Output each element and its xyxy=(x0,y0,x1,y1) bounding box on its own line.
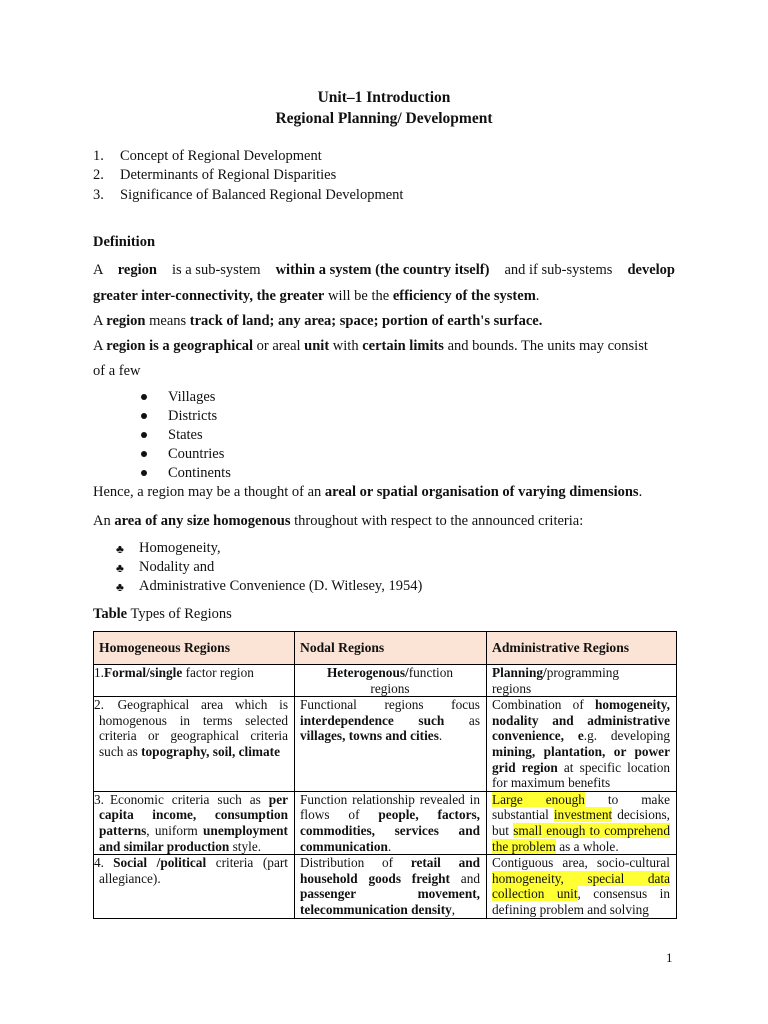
text-run: certain limits xyxy=(362,338,444,354)
text-run: as xyxy=(444,712,480,728)
table-cell: 4. Social /political criteria (part allegiance). xyxy=(94,855,295,918)
text-run: function xyxy=(408,665,454,680)
text-run: means xyxy=(145,313,190,329)
text-run: Formal/single xyxy=(103,665,183,680)
text-run: criteria (part allegiance). xyxy=(99,855,288,886)
text-run: region xyxy=(117,262,157,278)
text-run: homogeneity, nodality and administrative convenience, e xyxy=(492,697,670,744)
cell-line: regions xyxy=(492,680,532,696)
bullet-icon xyxy=(141,413,147,419)
table-row xyxy=(94,697,677,792)
text-run: , xyxy=(451,901,456,917)
list-item: Nodality and xyxy=(139,559,215,575)
text-run: . xyxy=(638,484,643,500)
topic-item: Determinants of Regional Disparities xyxy=(120,167,337,183)
paragraph-geographical-unit xyxy=(93,338,648,355)
text-run: factor region xyxy=(182,665,254,680)
bullet-icon xyxy=(141,470,147,476)
list-item: Villages xyxy=(168,389,216,405)
list-item: Continents xyxy=(168,465,231,481)
table-cell xyxy=(487,855,677,918)
text-run: interdependence such xyxy=(300,712,445,728)
topic-item: Significance of Balanced Regional Development xyxy=(120,187,404,203)
text-run: will be the xyxy=(324,288,393,304)
text-run: Function relationship revealed in flows of xyxy=(300,791,480,823)
table-row xyxy=(94,855,677,918)
text-run: within a system (the country itself) xyxy=(275,262,490,278)
paragraph-spatial-organisation xyxy=(93,484,642,501)
text-run: unit xyxy=(304,338,330,354)
topic-item: Concept of Regional Development xyxy=(120,148,322,164)
table-row xyxy=(94,791,677,854)
club-bullet-icon: ♣ xyxy=(116,580,124,594)
text-run: Geographical area which is homogenous in terms selected criteria or geographical criteria such as xyxy=(99,697,289,759)
cell-line xyxy=(492,665,670,681)
text-run: An xyxy=(93,513,115,529)
list-item: Homogeneity, xyxy=(139,540,221,556)
bullet-icon xyxy=(141,394,147,400)
paragraph-region-definition xyxy=(93,262,675,279)
text-run: . xyxy=(535,288,540,304)
topic-number: 3. xyxy=(93,187,104,203)
text-run: .g. developing xyxy=(583,728,670,744)
table-cell xyxy=(487,697,677,792)
list-item: Administrative Convenience (D. Witlesey, 1954) xyxy=(139,578,423,594)
text-run: Functional regions focus xyxy=(300,697,480,713)
text-run: throughout with respect to the announced criteria: xyxy=(290,513,584,529)
text-run: Distribution of xyxy=(300,855,411,871)
text-run: . xyxy=(387,838,392,854)
text-run: region is a geographical xyxy=(106,338,254,354)
text-run: Heterogenous/ xyxy=(326,665,409,680)
text-run: Social /political xyxy=(113,855,207,871)
document-title: Regional Planning/ Development xyxy=(275,110,493,127)
bullet-icon xyxy=(141,451,147,457)
text-run: Hence, a region may be a thought of an xyxy=(93,484,325,500)
text-run: . xyxy=(438,728,443,744)
column-header: Administrative Regions xyxy=(487,632,677,665)
text-run: at specific location for maximum benefits xyxy=(492,759,670,791)
column-header: Nodal Regions xyxy=(295,632,487,665)
list-item: States xyxy=(168,427,203,443)
table-header-row xyxy=(94,632,677,665)
text-run: is a sub-system xyxy=(168,262,265,278)
text-run: areal or spatial organisation of varying dimensions xyxy=(324,484,639,500)
table-cell: 2. Geographical area which is homogenous in terms selected criteria or geographical criteria such as topography, soil, climate xyxy=(94,697,295,792)
regions-table xyxy=(93,631,677,919)
text-run: Types of Regions xyxy=(127,606,232,622)
text-run: with xyxy=(329,338,363,354)
text-run: develop xyxy=(627,262,675,278)
cell-line xyxy=(300,665,480,681)
text-run: track of land; any area; space; portion of earth's surface. xyxy=(189,313,543,329)
club-bullet-icon: ♣ xyxy=(116,561,124,575)
text-run: programming xyxy=(546,665,620,680)
text-run: style. xyxy=(229,838,262,854)
bullet-icon xyxy=(141,432,147,438)
text-run: Contiguous area, socio-cultural xyxy=(492,855,670,871)
topic-number: 2. xyxy=(93,167,104,183)
table-cell xyxy=(487,665,677,697)
list-item: Districts xyxy=(168,408,218,424)
paragraph-geographical-unit-cont: of a few xyxy=(93,363,141,379)
text-run: or areal xyxy=(253,338,305,354)
column-header: Homogeneous Regions xyxy=(94,632,295,665)
table-cell xyxy=(295,855,487,918)
table-caption xyxy=(93,606,232,623)
table-cell xyxy=(295,791,487,854)
table-row xyxy=(94,665,677,697)
text-run: passenger movement, telecommunication density xyxy=(300,886,480,917)
text-run: per capita income, consumption patterns xyxy=(99,791,288,838)
table-cell: 3. Economic criteria such as per capita income, consumption patterns, uniform unemployment and similar production style. xyxy=(94,791,295,854)
text-run: retail and household goods freight xyxy=(300,855,481,886)
paragraph-region-definition-cont xyxy=(93,288,539,305)
page-number: 1 xyxy=(666,950,673,965)
text-run: , uniform xyxy=(146,822,204,838)
text-run: greater inter-connectivity, the greater xyxy=(93,288,325,304)
table-cell: 1. Formal/single factor region xyxy=(94,665,295,697)
unit-title: Unit–1 Introduction xyxy=(317,89,451,106)
text-run: villages, towns and cities xyxy=(300,728,439,744)
list-item: Countries xyxy=(168,446,225,462)
text-run: Economic criteria such as xyxy=(109,791,269,807)
topic-number: 1. xyxy=(93,148,104,164)
text-run: A xyxy=(93,313,107,329)
text-run: unemployment and similar production xyxy=(99,822,288,854)
text-run: Planning/ xyxy=(492,665,547,680)
text-run: people, factors, commodities, services and communication xyxy=(300,807,480,854)
text-run: A xyxy=(93,262,107,278)
text-run: to make substantial xyxy=(492,791,670,823)
text-run: Combination of xyxy=(492,697,596,713)
text-run: and bounds. The units may consist xyxy=(443,338,648,354)
text-run: mining, plantation, or power grid region xyxy=(492,743,670,775)
cell-line: regions xyxy=(370,680,410,696)
highlighted-text: Large enough xyxy=(492,791,585,807)
text-run: decisions, but xyxy=(492,807,671,838)
table-cell xyxy=(295,697,487,792)
club-bullet-icon: ♣ xyxy=(116,542,124,556)
highlighted-text: investment xyxy=(553,807,613,823)
paragraph-homogenous-area xyxy=(93,513,583,530)
text-run: and if sub-systems xyxy=(500,262,617,278)
text-run: topography, soil, climate xyxy=(141,743,280,759)
highlighted-text: homogeneity, special data collection unit xyxy=(492,870,670,902)
text-run: and xyxy=(449,870,480,886)
table-cell xyxy=(487,791,677,854)
highlighted-text: small enough to comprehend the problem xyxy=(492,822,670,854)
text-run: efficiency of the system xyxy=(392,288,536,304)
text-run: region xyxy=(106,313,146,329)
paragraph-region-means xyxy=(93,313,542,330)
definition-heading: Definition xyxy=(93,234,156,250)
text-run: , consensus in defining problem and solving xyxy=(492,886,670,917)
text-run: area of any size homogenous xyxy=(114,513,291,529)
text-run: Table xyxy=(93,606,128,622)
table-cell xyxy=(295,665,487,697)
text-run: as a whole. xyxy=(555,838,619,854)
text-run: A xyxy=(93,338,107,354)
